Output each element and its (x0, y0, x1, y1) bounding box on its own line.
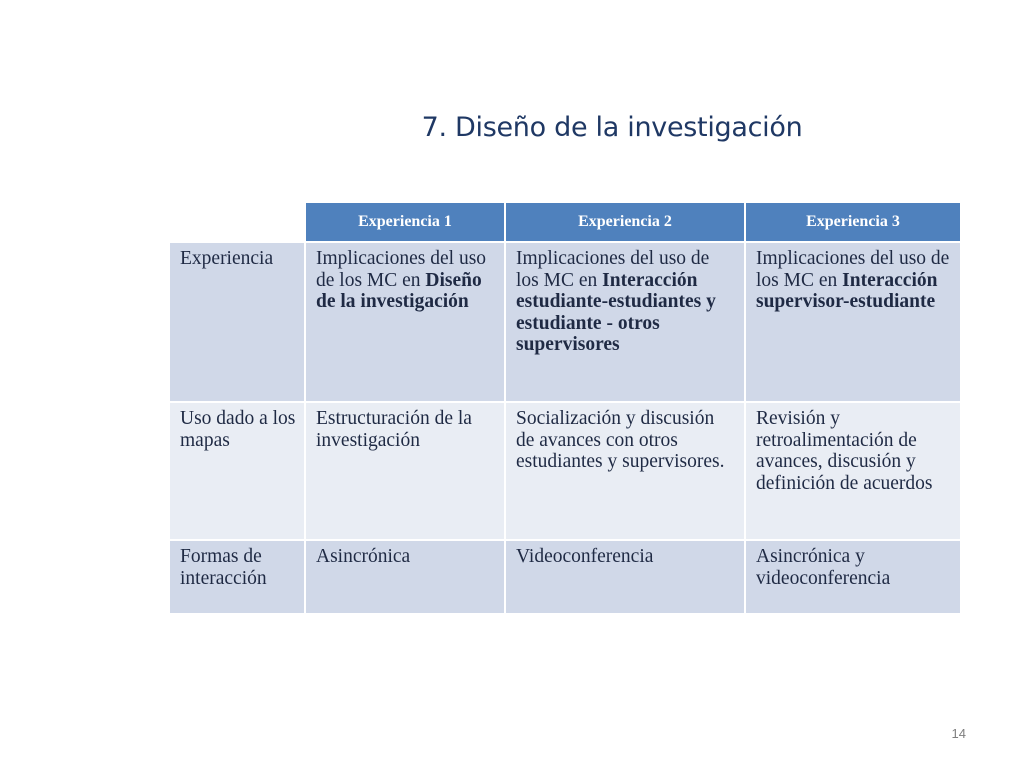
cell-experiencia-3 (745, 242, 961, 402)
cell-text-bold: Diseño de la investigación (316, 269, 482, 312)
cell-uso-mapas-2: Socialización y discusión de avances con otros estudiantes y supervisores. (505, 402, 745, 540)
row-label-formas-interaccion: Formas de interacción (169, 540, 305, 614)
cell-experiencia-1 (305, 242, 505, 402)
cell-text-bold: Interacción estudiante-estudiantes y estudiante - otros supervisores (516, 269, 716, 355)
row-label-uso-mapas: Uso dado a los mapas (169, 402, 305, 540)
header-experiencia-2: Experiencia 2 (505, 202, 745, 242)
cell-formas-interaccion-3: Asincrónica y videoconferencia (745, 540, 961, 614)
cell-experiencia-2 (505, 242, 745, 402)
cell-uso-mapas-3: Revisión y retroalimentación de avances, discusión y definición de acuerdos (745, 402, 961, 540)
cell-text-normal: Implicaciones del uso de los MC en (316, 248, 487, 291)
cell-text-normal: Implicaciones del uso de los MC en (516, 248, 710, 291)
cell-formas-interaccion-1: Asincrónica (305, 540, 505, 614)
header-experiencia-3: Experiencia 3 (745, 202, 961, 242)
table-row-experiencia (169, 242, 961, 402)
cell-uso-mapas-1: Estructuración de la investigación (305, 402, 505, 540)
cell-text-normal: Implicaciones del uso de los MC en (756, 248, 950, 291)
research-design-table (168, 201, 962, 615)
table-header-row (169, 202, 961, 242)
cell-text-bold: Interacción supervisor-estudiante (756, 269, 938, 312)
slide-title: 7. Diseño de la investigación (421, 112, 803, 143)
header-blank-cell (169, 202, 305, 242)
table-row-uso-mapas (169, 402, 961, 540)
cell-formas-interaccion-2: Videoconferencia (505, 540, 745, 614)
page-number: 14 (951, 726, 966, 741)
row-label-experiencia: Experiencia (169, 242, 305, 402)
table-row-formas-interaccion (169, 540, 961, 614)
header-experiencia-1: Experiencia 1 (305, 202, 505, 242)
